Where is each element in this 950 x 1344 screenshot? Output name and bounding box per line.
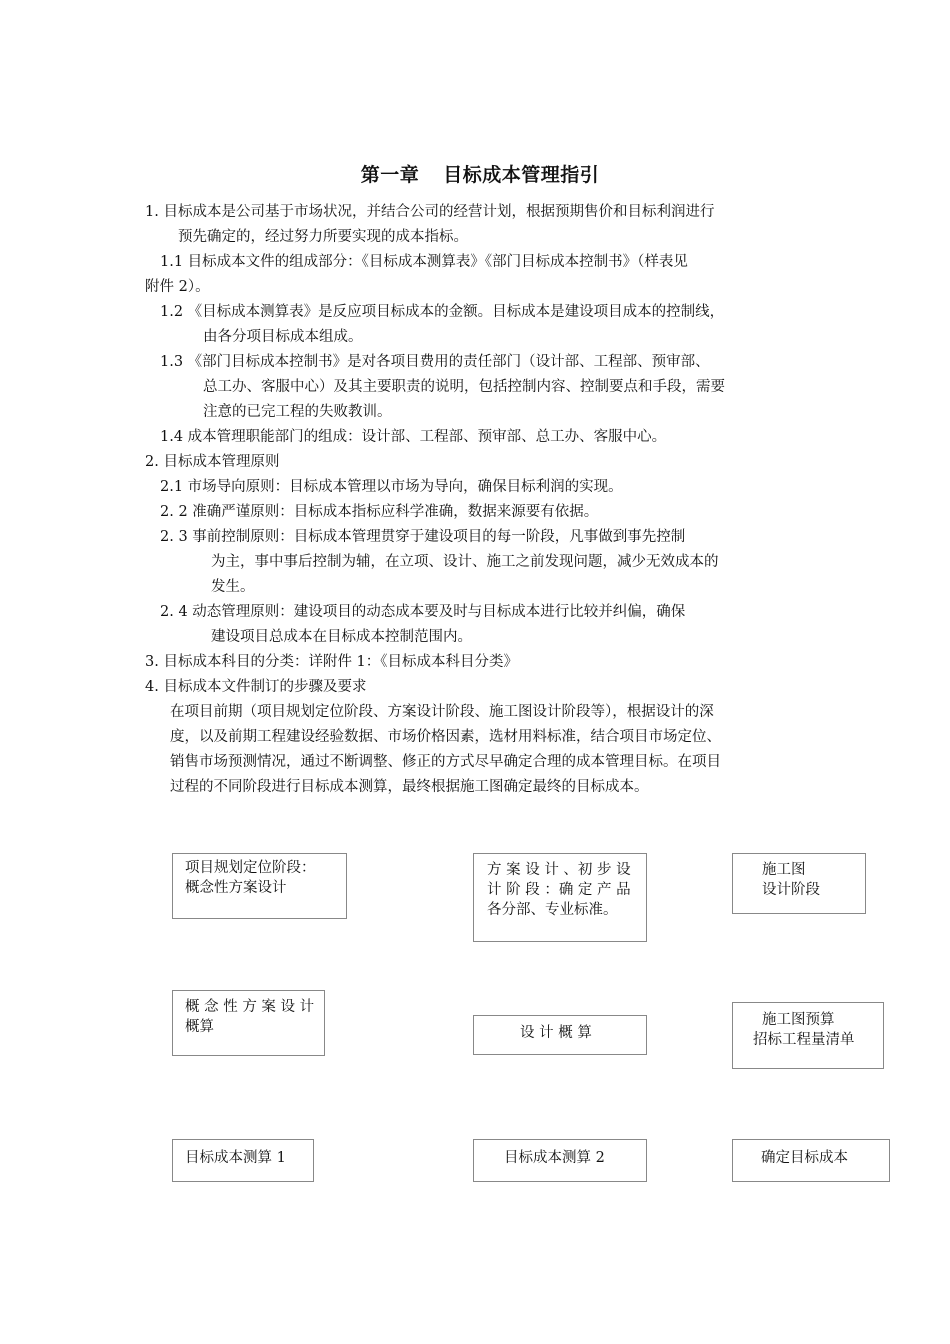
chapter-number: 第一章 xyxy=(360,164,420,186)
flow-box-text: 概念性方案设计 xyxy=(185,880,287,896)
text-line: 在项目前期（项目规划定位阶段、方案设计阶段、施工图设计阶段等），根据设计的深 xyxy=(170,704,714,720)
text-line: 建设项目总成本在目标成本控制范围内。 xyxy=(211,629,472,645)
text-line: 总工办、客服中心）及其主要职责的说明，包括控制内容、控制要点和手段，需要 xyxy=(203,379,725,395)
text-line: 1.1 目标成本文件的组成部分：《目标成本测算表》《部门目标成本控制书》（样表见 xyxy=(160,254,688,270)
flow-box-text: 方 案 设 计 、初 步 设 xyxy=(487,862,631,878)
chapter-title: 目标成本管理指引 xyxy=(443,164,600,186)
page-title xyxy=(0,160,950,187)
flow-box-cost-estimate-2 xyxy=(473,1139,647,1182)
flow-box-text: 确定目标成本 xyxy=(761,1150,848,1166)
flow-box-cost-estimate-1 xyxy=(172,1139,314,1182)
text-line: 为主，事中事后控制为辅，在立项、设计、施工之前发现问题，减少无效成本的 xyxy=(211,554,719,570)
text-line: 由各分项目标成本组成。 xyxy=(203,329,363,345)
flow-box-design-estimate xyxy=(473,1015,647,1055)
flow-box-text: 概 念 性 方 案 设 计 xyxy=(185,999,315,1015)
flow-box-construction-budget xyxy=(732,1002,884,1069)
flow-box-text: 施工图 xyxy=(762,862,806,878)
text-line: 预先确定的，经过努力所要实现的成本指标。 xyxy=(178,229,468,245)
text-line: 1. 目标成本是公司基于市场状况，并结合公司的经营计划，根据预期售价和目标利润进行 xyxy=(145,204,715,220)
text-line: 2. 3 事前控制原则：目标成本管理贯穿于建设项目的每一阶段，凡事做到事先控制 xyxy=(160,529,686,545)
text-line: 发生。 xyxy=(211,579,255,595)
text-line: 2. 4 动态管理原则：建设项目的动态成本要及时与目标成本进行比较并纠偏，确保 xyxy=(160,604,686,620)
text-line: 3. 目标成本科目的分类：详附件 1：《目标成本科目分类》 xyxy=(145,654,519,670)
text-line: 2. 目标成本管理原则 xyxy=(145,454,280,470)
text-line: 1.3 《部门目标成本控制书》是对各项目费用的责任部门（设计部、工程部、预审部、 xyxy=(160,354,710,370)
flow-box-text: 概算 xyxy=(185,1019,214,1035)
text-line: 销售市场预测情况，通过不断调整、修正的方式尽早确定合理的成本管理目标。在项目 xyxy=(170,754,721,770)
text-line: 附件 2）。 xyxy=(145,279,210,295)
text-line: 注意的已完工程的失败教训。 xyxy=(203,404,392,420)
text-line: 4. 目标成本文件制订的步骤及要求 xyxy=(145,679,367,695)
flow-box-planning-stage xyxy=(172,853,347,919)
flow-box-final-target-cost xyxy=(732,1139,890,1182)
flow-box-scheme-design-stage xyxy=(473,853,647,942)
flow-box-text: 目标成本测算 1 xyxy=(185,1150,286,1166)
flow-box-text: 设 计 概 算 xyxy=(520,1025,592,1041)
flow-box-text: 施工图预算 xyxy=(762,1012,835,1028)
text-line: 1.4 成本管理职能部门的组成：设计部、工程部、预审部、总工办、客服中心。 xyxy=(160,429,667,445)
text-line: 2.1 市场导向原则：目标成本管理以市场为导向，确保目标利润的实现。 xyxy=(160,479,623,495)
text-line: 1.2 《目标成本测算表》是反应项目标成本的金额。目标成本是建设项目成本的控制线， xyxy=(160,304,725,320)
flow-box-text: 设计阶段 xyxy=(762,882,820,898)
flow-box-concept-estimate xyxy=(172,990,325,1056)
text-line: 过程的不同阶段进行目标成本测算，最终根据施工图确定最终的目标成本。 xyxy=(170,779,649,795)
flow-box-text: 目标成本测算 2 xyxy=(504,1150,605,1166)
flow-box-text: 计 阶 段 ：确 定 产 品 xyxy=(487,882,631,898)
text-line: 度，以及前期工程建设经验数据、市场价格因素，选材用料标准，结合项目市场定位、 xyxy=(170,729,721,745)
text-line: 2. 2 准确严谨原则：目标成本指标应科学准确，数据来源要有依据。 xyxy=(160,504,599,520)
flow-box-construction-drawing-stage xyxy=(732,853,866,914)
flow-box-text: 各分部、专业标准。 xyxy=(487,902,618,918)
flow-box-text: 项目规划定位阶段： xyxy=(185,860,316,876)
flow-box-text: 招标工程量清单 xyxy=(753,1032,855,1048)
